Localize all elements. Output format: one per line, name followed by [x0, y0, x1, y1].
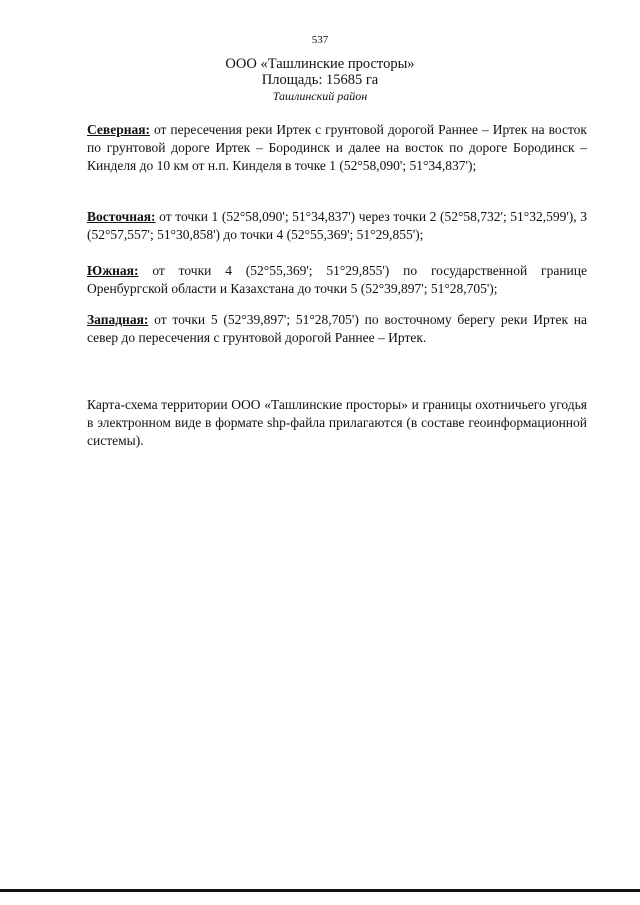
border-west-text: от точки 5 (52°39,897'; 51°28,705') по восточному берегу реки Иртек на север до пересечения с грунтовой дорогой Раннее – Иртек. [87, 312, 587, 345]
map-note-paragraph: Карта-схема территории ООО «Ташлинские просторы» и границы охотничьего угодья в электронном виде в формате shp-файла прилагаются (в составе геоинформационной системы). [87, 397, 587, 448]
border-east-paragraph [87, 208, 587, 244]
border-east-label: Восточная: [87, 209, 156, 224]
border-west-paragraph [87, 311, 587, 347]
border-north-label: Северная: [87, 122, 151, 137]
district-name: Ташлинский район [272, 89, 368, 103]
border-north-text: от пересечения реки Иртек с грунтовой дорогой Раннее – Иртек на восток по грунтовой дороге Иртек – Бородинск и далее на восток по дороге Бородинск – Кинделя до 10 км от н.п. Кинделя в точке 1 (52°58,090'; 51°34,837'); [87, 122, 587, 173]
bottom-rule-divider [0, 889, 640, 892]
document-header [0, 56, 640, 104]
border-south-paragraph [87, 262, 587, 298]
border-south-label: Южная: [87, 263, 139, 278]
border-north-paragraph [87, 121, 587, 175]
area-value: Площадь: 15685 га [261, 72, 379, 88]
border-east-text: от точки 1 (52°58,090'; 51°34,837') через точки 2 (52°58,732'; 51°32,599'), 3 (52°57,557'; 51°30,858') до точки 4 (52°55,369'; 51°29,855'); [87, 209, 587, 242]
page-number: 537 [311, 34, 329, 46]
organization-name: ООО «Ташлинские просторы» [225, 56, 415, 72]
border-south-text: от точки 4 (52°55,369'; 51°29,855') по государственной границе Оренбургской области и Казахстана до точки 5 (52°39,897'; 51°28,705'); [87, 263, 587, 296]
border-west-label: Западная: [87, 312, 149, 327]
